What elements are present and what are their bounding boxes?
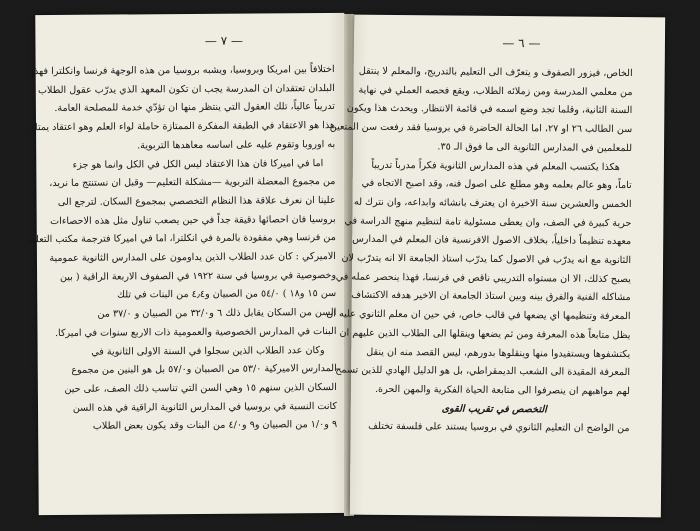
text-line: يصبح كذلك، الا ان مستواه التدريبي ناقص في فرنسا، فهذا ينحصر عمله في bbox=[335, 271, 631, 285]
text-line: يظل متابعاً هذه المعرفة ومن ثم يضعها وينقلها الى الطلاب الذين عليهم ان bbox=[339, 327, 631, 341]
text-line: بروسيا فان احصائها دقيقة جداً في حين يصعب تناول مثل هذه الاحصاءات bbox=[50, 213, 336, 227]
text-line: كانت النسبة في بروسيا في المدارس الثانوية الراقية في هذه السن bbox=[72, 400, 338, 414]
text-line: به اوروبا وتقوم عليه على اساسه معاهدها التربوية. bbox=[137, 138, 336, 152]
left-page-number: — ٧ — bbox=[204, 33, 244, 48]
text-line: تدريباً عالياً، تلك العقول التي ينتظر منها ان تؤدّي خدمة للمصلحة العامة. bbox=[54, 101, 335, 115]
text-line: البلدان تعتقدان ان المدرسة يجب ان تكون المعهد الذي يدرّب عقول الطلاب bbox=[37, 82, 335, 96]
text-line: السنة الثانية، وقلما تجد وضع اسمه في قائمة الانتظار. ويحدث هذا ويكون bbox=[346, 102, 633, 117]
text-line: اختلافاً بين امريكا وبروسيا، ويشبه بروسيا من هذه الوجهة فرنسا وانكلترا فهذه bbox=[28, 63, 335, 78]
text-line: مشاكله الفنية والفرق بينه وبين استاذ الجامعة ان الاخير هدفه الاكتشاف bbox=[351, 290, 631, 304]
text-line: البنات في المدارس الخصوصية والعمومية ذات الاربع سنوات في اميركا. bbox=[54, 325, 337, 339]
text-line: الخاص، فيزور الصفوف و يتعرّف الى التعليم بالتدريج، والمعلم لا ينتقل bbox=[358, 65, 633, 80]
text-line: سن ١٥ و١٨ ) ٥٤/٠ من الصبيان و٤٫٤ من البنات في تلك bbox=[117, 288, 337, 301]
text-line: من مجموع المعضلة التربوية —مشكلة التعليم— وقبل ان نستنتج ما نريد، bbox=[49, 176, 336, 190]
right-page-text bbox=[326, 63, 633, 439]
text-line: ٩ و١/٠ من الصبيان و٩ و٤/٠ من البنات وقد يكون بعض الطلاب bbox=[92, 419, 338, 433]
left-page-text bbox=[26, 61, 338, 437]
text-line: هكذا يكتسب المعلم في هذه المدارس الثانوية فكراً مدرباً تدريباً bbox=[371, 159, 620, 173]
text-line: من معلمي المدرسة ومن زملائه الطلاب، ويقع فحصه العملي في نهاية bbox=[358, 84, 633, 98]
text-line: الثانوية مع انه يدرّب في الاصول كما يدرّب استاذ الجامعة الا انه يتدرّب لان bbox=[341, 252, 632, 267]
text-line: السن من السكان يقابل ذلك ٦ و٣٢/٠ من الصبيان و ٣٧/٠ من bbox=[97, 307, 337, 320]
text-line: الاميركي : كان عدد الطلاب الذين يداومون على المدارس الثانوية عمومية bbox=[49, 251, 336, 265]
text-line: وخصوصية في بروسيا في سنة ١٩٢٢ في الصفوف الاربعة الراقية ( بين bbox=[59, 269, 337, 283]
text-line: سن الطالب ٢٦ او ٢٧، اما الحالة الحاضرة في بروسيا فقد رفعت سن المتعين bbox=[329, 121, 633, 136]
text-line: السكان الذين سنهم ١٥ وهي السن التي تناسب ذلك الصف، على حين bbox=[64, 381, 337, 395]
text-line: للمعلمين في المدارس الثانوية الى ما فوق الـ ٣٥. bbox=[437, 141, 633, 154]
text-line: من الواضح ان التعليم الثانوي في بروسيا يستند على فلسفة تختلف bbox=[368, 421, 630, 435]
text-line: اما في اميركا فان هذا الاعتقاد ليس الكل في الكل وانما هو جزء bbox=[72, 157, 324, 171]
right-page-number: — ٦ — bbox=[502, 35, 541, 51]
text-line: المعرفة وتنظيمها اي يضعها في قالب خاص، في حين ان معلم الثانوي عليه ان bbox=[326, 308, 631, 323]
text-line: تاماً، وهو عالم بعلمه وهو مطلع على اصول فنه، وقد اصبح الاتجاه في bbox=[361, 177, 632, 192]
text-line: يكتشفوها ويستفيدوا منها وينقلوها بدورهم، ليس القصد منه ان ينقل bbox=[366, 346, 631, 360]
text-line: وكان عدد الطلاب الذين سجلوا في السنة الاولى الثانوية في bbox=[91, 344, 325, 358]
left-page bbox=[26, 13, 347, 515]
text-line: هذا هو الاعتقاد في الطبقة المفكرة الممتازة حاملة لواء العلم وهو اعتقاد يمتاز bbox=[30, 120, 336, 134]
text-line: حرية كبيرة في الصف، وان يعطى مسئولية تامة لتنظيم منهج الدراسة في bbox=[344, 215, 632, 229]
text-line: معهده تنظيماً داخلياً، بخلاف الاصول الافرنسية فان المعلم في المدارس bbox=[352, 233, 632, 248]
section-heading: التخصص في تقريب القوى bbox=[441, 403, 547, 416]
text-line: لهم مواهبهم ان ينصرفوا الى متابعة الحياة الفكرية والمهن الحرة. bbox=[374, 383, 630, 398]
text-line: الخمس والعشرين سنة الاخيرة ان يعترف بانشائه وابداعه، وان نترك له bbox=[353, 196, 632, 211]
text-line: المعرفة المقيدة الى الشعب الديمقراطي، بل هو الدليل الهادي للذين تسمح bbox=[335, 364, 631, 379]
text-line: المدارس الاميركية ٥٣/٠ من الصبيان و٥٧/٠ بل هو البنين من مجموع bbox=[71, 363, 337, 377]
text-line: من فرنسا وهي مفقودة بالمرة في انكلترا، اما في اميركا فترجمة مكتب التعليم bbox=[26, 232, 336, 246]
right-page bbox=[326, 15, 665, 518]
text-line: علينا ان نعرف علاقة هذا النظام التخصصي بمجموع السكان. لترجع الى bbox=[57, 194, 336, 208]
